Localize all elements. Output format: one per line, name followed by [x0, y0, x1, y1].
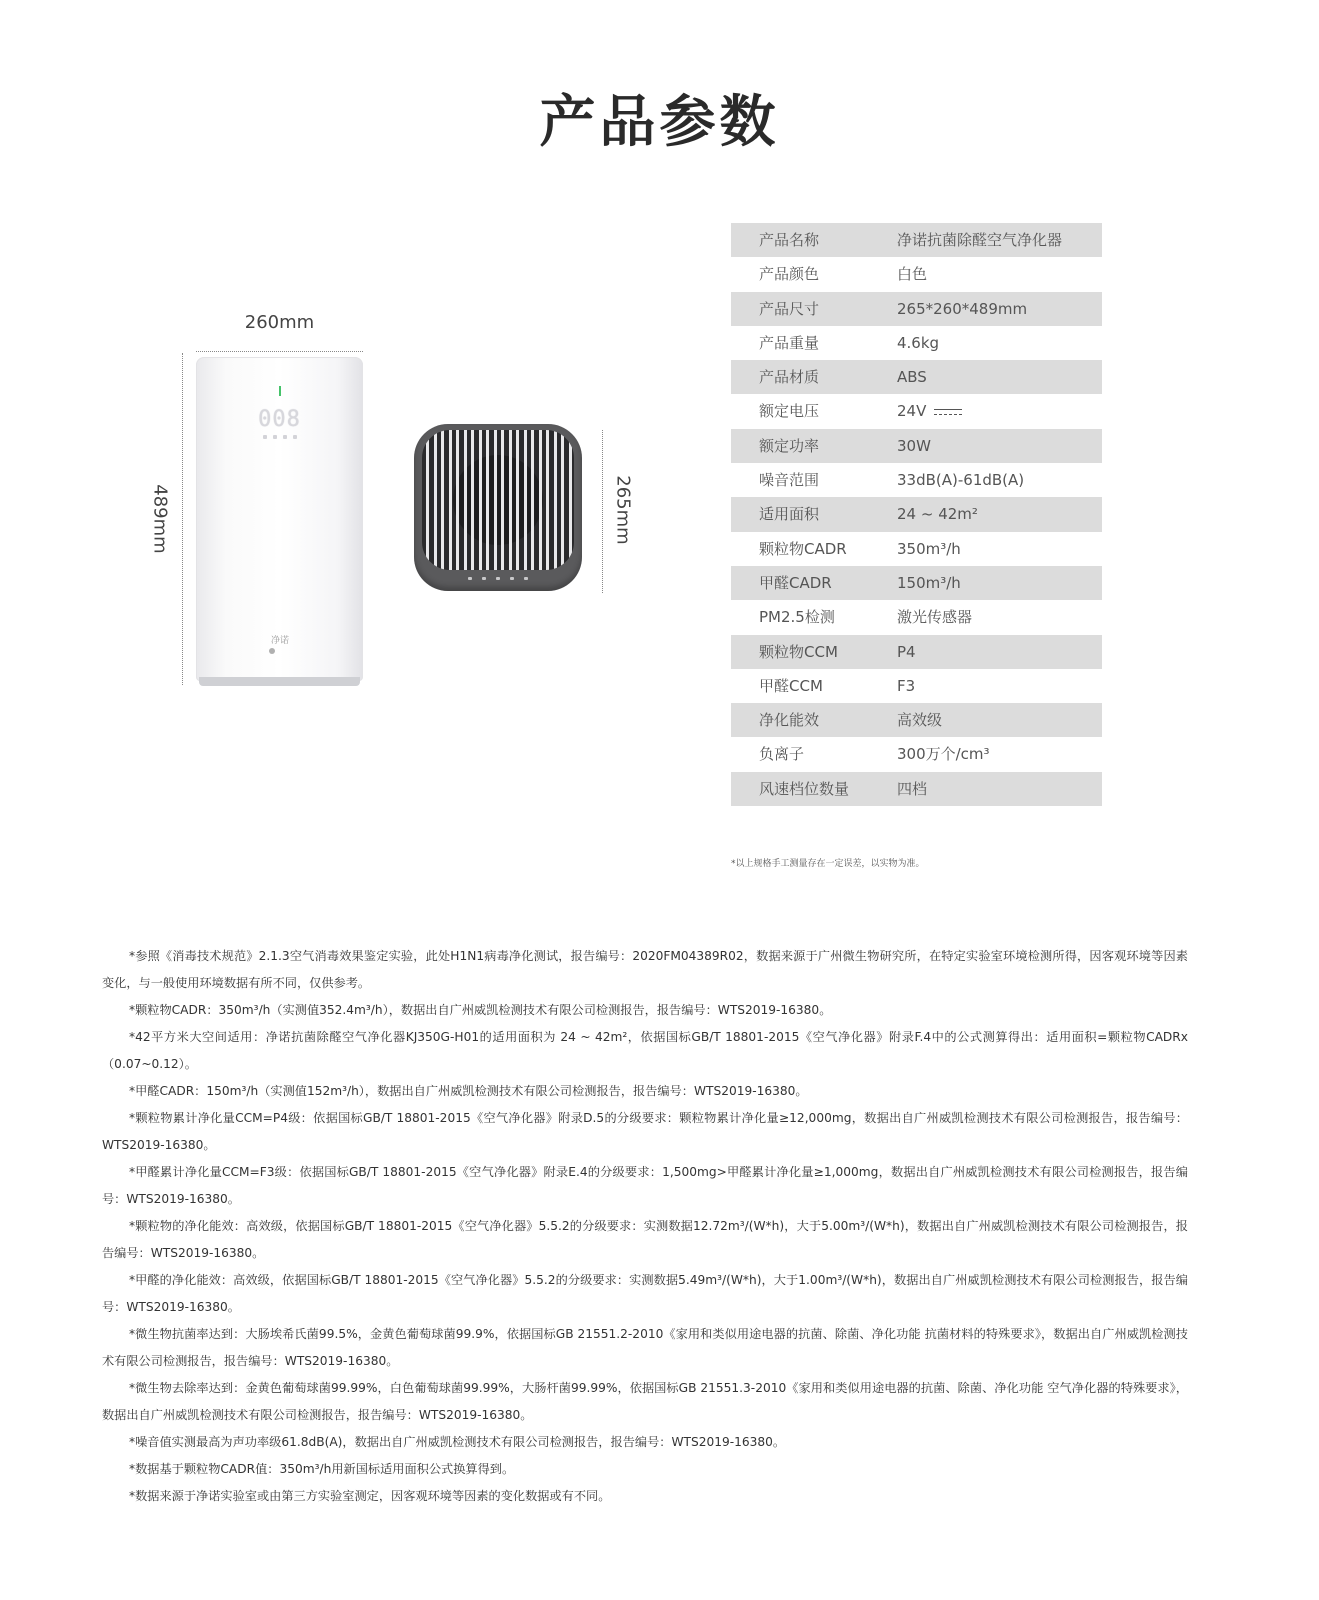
spec-value-text: 300万个/cm³ — [897, 745, 990, 764]
footnote: *微生物去除率达到：金黄色葡萄球菌99.99%，白色葡萄球菌99.99%，大肠杆菌99.99%，依据国标GB 21551.3-2010《家用和类似用途电器的抗菌、除菌、净化功能 空气净化器的特殊要求》，数据出自广州威凯检测技术有限公司检测报告，报告编号：WTS2019-16380。 — [102, 1381, 1188, 1422]
control-buttons — [468, 577, 528, 581]
grille-slat — [569, 430, 572, 570]
spec-row — [731, 394, 1102, 428]
spec-note: *以上规格手工测量存在一定误差，以实物为准。 — [731, 859, 925, 869]
spec-value — [897, 737, 990, 771]
footnote: *颗粒物CADR：350m³/h（实测值352.4m³/h），数据出自广州威凯检测技术有限公司检测报告，报告编号：WTS2019-16380。 — [129, 1003, 832, 1017]
spec-label: 产品材质 — [759, 368, 820, 387]
grille-slat — [554, 430, 557, 570]
purifier-top-image — [414, 424, 582, 591]
spec-value — [897, 223, 1062, 257]
spec-value-text: 激光传感器 — [897, 608, 973, 627]
spec-value-text: 四档 — [897, 779, 928, 798]
width-dimension-label: 260mm — [244, 312, 315, 333]
spec-row — [731, 326, 1102, 360]
spec-value — [897, 532, 961, 566]
spec-row — [731, 429, 1102, 463]
spec-value-text: ABS — [897, 368, 927, 387]
display-readout: 008 — [258, 407, 301, 432]
grille-slat — [561, 430, 564, 570]
grille-slat — [486, 430, 489, 570]
footnote: *数据来源于净诺实验室或由第三方实验室测定，因客观环境等因素的变化数据或有不同。 — [129, 1489, 611, 1503]
grille-slat — [494, 430, 497, 570]
spec-value — [897, 429, 931, 463]
grille-slat — [546, 430, 549, 570]
status-led-icon — [279, 386, 281, 396]
grille-slat — [426, 430, 429, 570]
grille-slat — [509, 430, 512, 570]
footnote: *甲醛累计净化量CCM=F3级：依据国标GB/T 18801-2015《空气净化器》附录E.4的分级要求：1,500mg>甲醛累计净化量≥1,000mg，数据出自广州威凯检测技术有限公司检测报告，报告编号：WTS2019-16380。 — [102, 1165, 1188, 1206]
spec-label: 噪音范围 — [759, 471, 820, 490]
grille-slat — [449, 430, 452, 570]
footnote: *42平方米大空间适用：净诺抗菌除醛空气净化器KJ350G-H01的适用面积为 24 ~ 42m²，依据国标GB/T 18801-2015《空气净化器》附录F.4中的公式测算得出：适用面积=颗粒物CADRx（0.07~0.12）。 — [102, 1030, 1188, 1071]
spec-label: 额定功率 — [759, 436, 820, 455]
grille-slat — [479, 430, 482, 570]
spec-row — [731, 669, 1102, 703]
spec-value-text: P4 — [897, 642, 916, 661]
spec-value-text: 150m³/h — [897, 573, 961, 592]
spec-value — [897, 497, 978, 531]
spec-value — [897, 635, 916, 669]
footnote: *甲醛CADR：150m³/h（实测值152m³/h），数据出自广州威凯检测技术有限公司检测报告，报告编号：WTS2019-16380。 — [129, 1084, 808, 1098]
depth-dimension-label: 265mm — [612, 475, 634, 545]
spec-value-text: 高效级 — [897, 711, 943, 730]
purifier-base — [199, 677, 360, 686]
page-title: 产品参数 — [539, 90, 780, 155]
spec-value-text: F3 — [897, 676, 916, 695]
depth-dimension-line — [602, 430, 603, 593]
spec-value-text: 24 ~ 42m² — [897, 505, 978, 524]
spec-value — [897, 703, 942, 737]
grille-slat — [524, 430, 527, 570]
spec-value — [897, 600, 972, 634]
grille-slat — [434, 430, 437, 570]
spec-row — [731, 532, 1102, 566]
spec-label: 产品颜色 — [759, 265, 820, 284]
spec-row — [731, 600, 1102, 634]
purifier-front-image — [196, 357, 363, 681]
spec-row — [731, 737, 1102, 771]
display-indicator-dots — [263, 435, 297, 439]
brand-text: 净诺 — [270, 636, 289, 646]
footnote: *噪音值实测最高为声功率级61.8dB(A)，数据出自广州威凯检测技术有限公司检测报告，报告编号：WTS2019-16380。 — [129, 1435, 786, 1449]
spec-row — [731, 772, 1102, 806]
spec-row — [731, 223, 1102, 257]
spec-row — [731, 703, 1102, 737]
spec-value — [897, 669, 915, 703]
spec-value-text: 265*260*489mm — [897, 299, 1028, 318]
spec-row — [731, 463, 1102, 497]
spec-value-text: 24V — [897, 402, 927, 421]
grille-slat — [464, 430, 467, 570]
spec-value-text: 白色 — [897, 265, 928, 284]
spec-value-text: 33dB(A)-61dB(A) — [897, 471, 1025, 490]
spec-value-text: 350m³/h — [897, 539, 961, 558]
spec-row — [731, 360, 1102, 394]
spec-value — [897, 292, 1027, 326]
air-outlet-grille — [422, 430, 574, 570]
spec-table — [731, 223, 1102, 806]
footnote: *甲醛的净化能效：高效级，依据国标GB/T 18801-2015《空气净化器》5.5.2的分级要求：实测数据5.49m³/(W*h)，大于1.00m³/(W*h)，数据出自广州威凯检测技术有限公司检测报告，报告编号：WTS2019-16380。 — [102, 1273, 1188, 1314]
footnote: *颗粒物的净化能效：高效级，依据国标GB/T 18801-2015《空气净化器》5.5.2的分级要求：实测数据12.72m³/(W*h)，大于5.00m³/(W*h)，数据出自广州威凯检测技术有限公司检测报告，报告编号：WTS2019-16380。 — [102, 1219, 1188, 1260]
spec-row — [731, 566, 1102, 600]
spec-row — [731, 635, 1102, 669]
spec-label: PM2.5检测 — [759, 608, 835, 627]
fan-shadow — [453, 455, 543, 545]
footnote: *数据基于颗粒物CADR值：350m³/h用新国标适用面积公式换算得到。 — [129, 1462, 515, 1476]
spec-value — [897, 326, 939, 360]
spec-value-text: 30W — [897, 436, 931, 455]
grille-slat — [531, 430, 534, 570]
footnote: *参照《消毒技术规范》2.1.3空气消毒效果鉴定实验，此处H1N1病毒净化测试，报告编号：2020FM04389R02，数据来源于广州微生物研究所，在特定实验室环境检测所得，因客观环境等因素变化，与一般使用环境数据有所不同，仅供参考。 — [102, 949, 1188, 990]
spec-label: 颗粒物CCM — [759, 642, 838, 661]
height-dimension-line — [182, 353, 183, 685]
spec-value — [897, 463, 1024, 497]
spec-label: 甲醛CADR — [759, 573, 832, 592]
grille-slat — [441, 430, 444, 570]
spec-label: 适用面积 — [759, 505, 820, 524]
width-dimension-line — [196, 351, 363, 352]
footnotes — [102, 943, 1188, 1510]
spec-value — [897, 360, 927, 394]
dc-current-icon — [934, 408, 962, 416]
spec-value-text: 4.6kg — [897, 333, 940, 352]
spec-value — [897, 772, 927, 806]
spec-value-text: 净诺抗菌除醛空气净化器 — [897, 231, 1063, 249]
grille-slat — [501, 430, 504, 570]
spec-row — [731, 497, 1102, 531]
spec-label: 负离子 — [759, 745, 805, 764]
spec-value — [897, 257, 927, 291]
footnote: *微生物抗菌率达到：大肠埃希氏菌99.5%，金黄色葡萄球菌99.9%，依据国标GB 21551.2-2010《家用和类似用途电器的抗菌、除菌、净化功能 抗菌材料的特殊要求》，数据出自广州威凯检测技术有限公司检测报告，报告编号：WTS2019-16380。 — [102, 1327, 1188, 1368]
grille-slat — [516, 430, 519, 570]
spec-value — [897, 566, 961, 600]
spec-label: 净化能效 — [759, 711, 820, 730]
grille-slat — [539, 430, 542, 570]
height-dimension-label: 489mm — [149, 484, 171, 554]
spec-label: 额定电压 — [759, 402, 820, 421]
footnote: *颗粒物累计净化量CCM=P4级：依据国标GB/T 18801-2015《空气净化器》附录D.5的分级要求：颗粒物累计净化量≥12,000mg，数据出自广州威凯检测技术有限公司检测报告，报告编号：WTS2019-16380。 — [102, 1111, 1188, 1152]
spec-label: 产品重量 — [759, 333, 820, 352]
spec-label: 风速档位数量 — [759, 779, 850, 798]
spec-value — [897, 394, 962, 428]
spec-row — [731, 257, 1102, 291]
spec-label: 产品尺寸 — [759, 299, 820, 318]
brand-logo-icon — [269, 648, 275, 654]
grille-slat — [456, 430, 459, 570]
spec-label: 甲醛CCM — [759, 676, 823, 695]
grille-slat — [471, 430, 474, 570]
spec-label: 颗粒物CADR — [759, 539, 847, 558]
spec-row — [731, 292, 1102, 326]
spec-label: 产品名称 — [759, 231, 820, 249]
